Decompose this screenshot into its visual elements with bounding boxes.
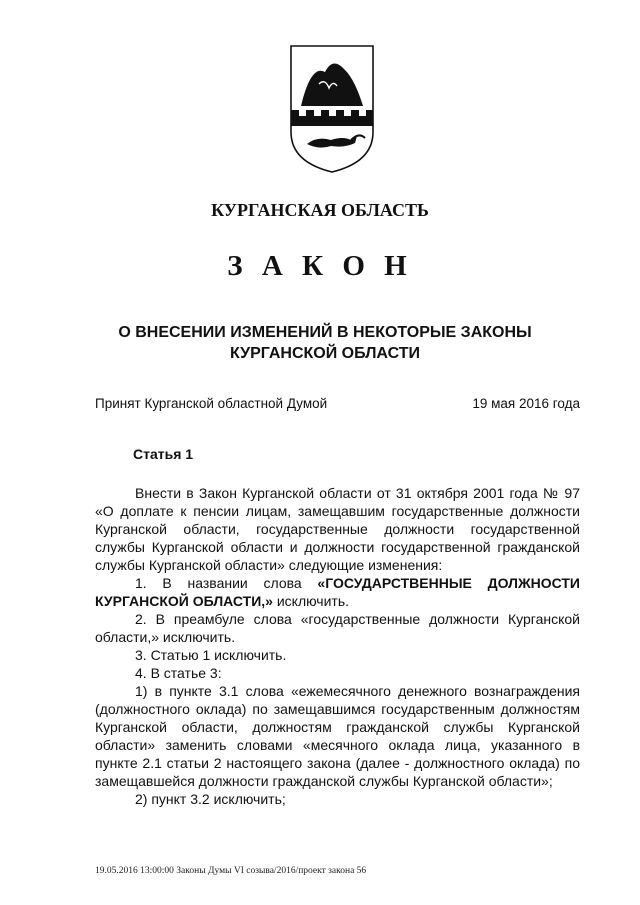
article-heading: Статья 1 xyxy=(133,446,194,462)
adoption-line xyxy=(95,396,580,411)
footer-file-path: 19.05.2016 13:00:00 Законы Думы VI созыва/2016/проект закона 56 xyxy=(95,866,367,876)
item-text: исключить. xyxy=(272,593,350,609)
law-title-line: О ВНЕСЕНИИ ИЗМЕНЕНИЙ В НЕКОТОРЫЕ ЗАКОНЫ xyxy=(118,324,532,341)
amendment-item-4: 4. В статье 3: xyxy=(135,665,222,681)
subitem-1: 1) в пункте 3.1 слова «ежемесячного денежного вознаграждения (должностного оклада) по замещавшимся государственным должностям Курганской области, должностям гражданской службы Курганской области» заменить словами «месячного оклада лица, указанного в пункте 2.1 статьи 2 настоящего закона (далее - должностного оклада) по замещавшейся должности гражданской службы Курганской области»; xyxy=(95,683,580,789)
amendment-item-3: 3. Статью 1 исключить. xyxy=(135,647,287,663)
document-type-heading: З А К О Н xyxy=(227,250,413,282)
adopting-body: Принят Курганской областной Думой xyxy=(95,396,328,411)
adoption-date: 19 мая 2016 года xyxy=(472,396,580,411)
region-heading: КУРГАНСКАЯ ОБЛАСТЬ xyxy=(211,200,429,220)
law-title xyxy=(90,322,560,364)
item-quoted-bold: «ГОСУДАРСТВЕННЫЕ ДОЛЖНОСТИ КУРГАНСКОЙ ОБЛАСТИ,» xyxy=(95,575,580,609)
law-title-line: КУРГАНСКОЙ ОБЛАСТИ xyxy=(229,345,421,362)
coat-of-arms-emblem xyxy=(289,44,375,174)
amendment-item-1 xyxy=(95,574,580,610)
amendment-item-2: 2. В преамбуле слова «государственные должности Курганской области,» исключить. xyxy=(95,611,580,645)
item-text: 1. В названии слова xyxy=(135,575,318,591)
article-intro-paragraph: Внести в Закон Курганской области от 31 октября 2001 года № 97 «О доплате к пенсии лицам, замещавшим государственные должности Курганской области, государственные должности государственной службы Курганской области и должности государственной гражданской службы Курганской области» следующие изменения: xyxy=(95,485,580,573)
article-body xyxy=(95,484,580,808)
subitem-2: 2) пункт 3.2 исключить; xyxy=(135,791,286,807)
